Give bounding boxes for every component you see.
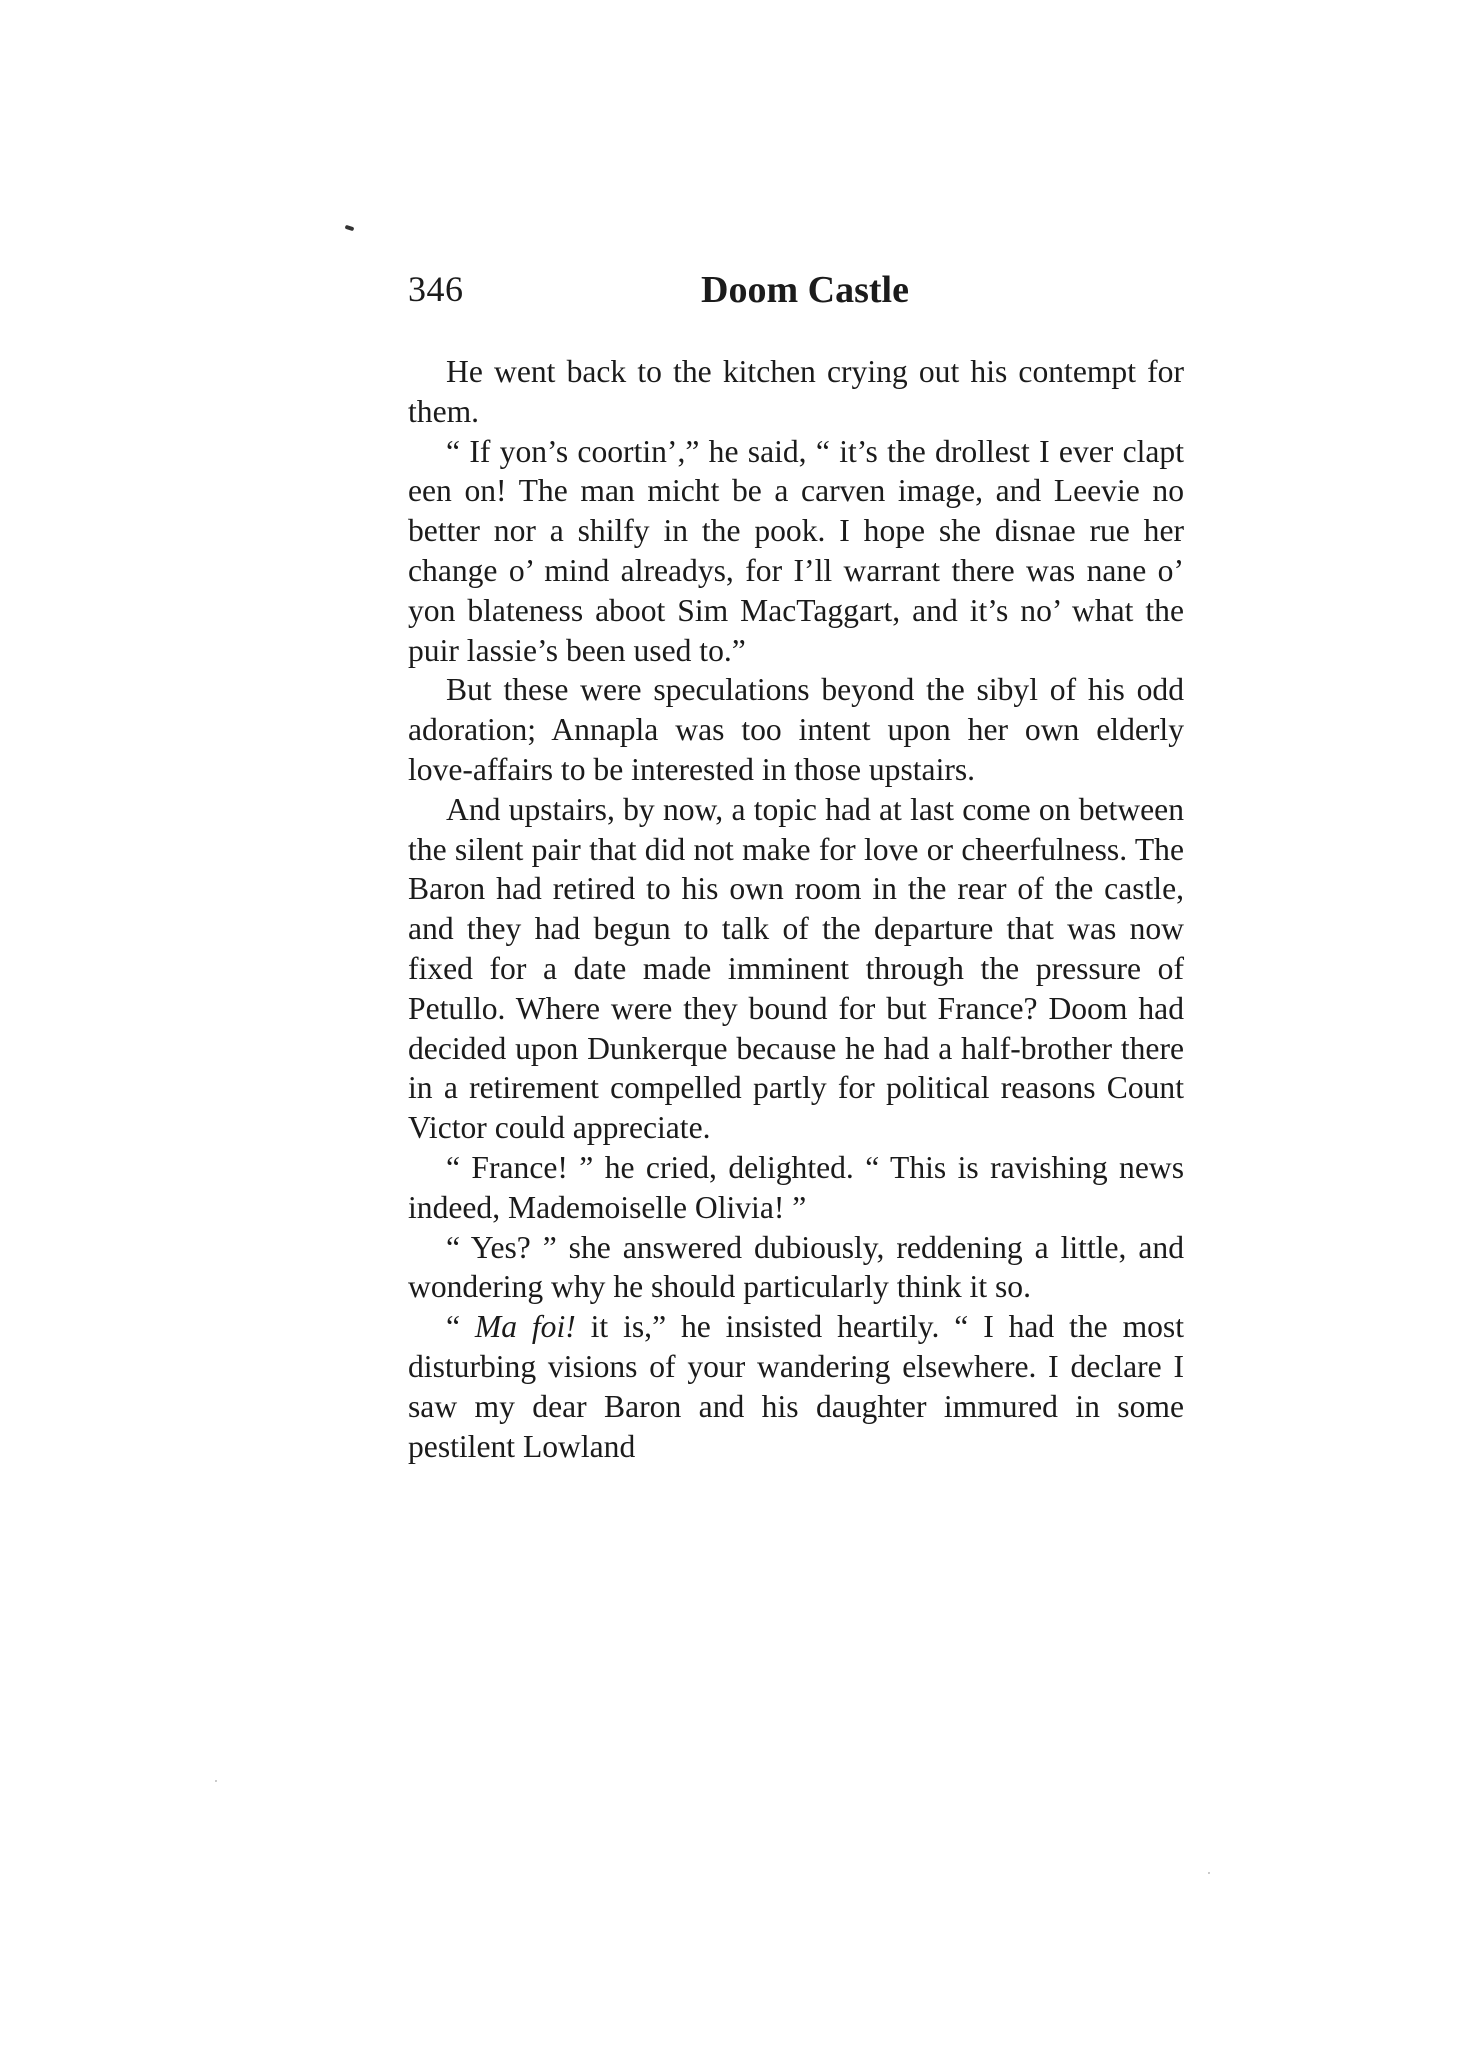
body-text [408, 352, 1184, 1466]
paragraph: “ France! ” he cried, delighted. “ This is ravishing news indeed, Mademoiselle Olivia! ” [408, 1149, 1184, 1225]
paragraph-continuation: it is,” he insisted heartily. “ I had the most disturbing visions of your wandering elsewhere. I declare I saw my dear Baron and his daughter immured in some pestilent Lowland [408, 1309, 1185, 1464]
paragraph: “ Yes? ” she answered dubiously, reddening a little, and wondering why he should particularly think it so. [408, 1229, 1184, 1305]
ink-speck [1208, 1872, 1211, 1875]
running-title: Doom Castle [701, 269, 909, 311]
paragraph: He went back to the kitchen crying out his contempt for them. [408, 354, 1184, 429]
ink-speck [345, 225, 355, 232]
paragraph: “ If yon’s coortin’,” he said, “ it’s the drollest I ever clapt een on! The man micht be a carven image, and Leevie no better nor a shilfy in the pook. I hope she disnae rue her change o’ mind alreadys, for I’ll warrant there was nane o’ yon blateness aboot Sim MacTaggart, and it’s no’ what the puir lassie’s been used to.” [408, 433, 1184, 668]
italic-phrase: Ma foi! [474, 1309, 576, 1345]
running-header [408, 262, 1184, 324]
page-number: 346 [408, 269, 464, 309]
paragraph-last [408, 1307, 1184, 1466]
open-quote: “ [446, 1309, 475, 1345]
ink-speck [215, 1780, 218, 1783]
paragraph: And upstairs, by now, a topic had at last come on between the silent pair that did not make for love or cheerfulness. The Baron had retired to his own room in the rear of the castle, and they had begun to talk of the departure that was now fixed for a date made imminent through the pressure of Petullo. Where were they bound for but France? Doom had decided upon Dunkerque because he had a half-brother there in a retirement compelled partly for political reasons Count Victor could appreciate. [408, 791, 1184, 1146]
paragraph: But these were speculations beyond the sibyl of his odd adoration; Annapla was too intent upon her own elderly love-affairs to be interested in those upstairs. [408, 672, 1184, 787]
